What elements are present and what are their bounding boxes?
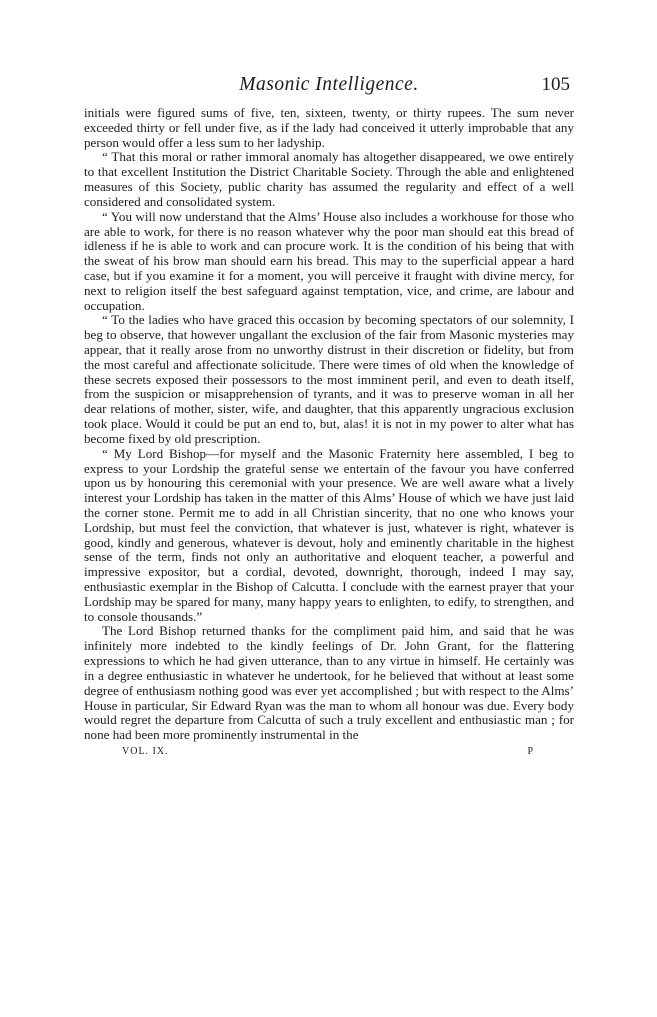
running-head [84, 72, 574, 102]
paragraph-1: initials were figured sums of five, ten, sixteen, twenty, or thirty rupees. The sum never exceeded thirty or fell under five, as if the lady had conceived it utterly improbable that any person would offer a less sum to her ladyship. [84, 105, 574, 150]
paragraph-5: “ My Lord Bishop—for myself and the Masonic Fraternity here assembled, I beg to express to your Lordship the grateful sense we entertain of the favour you have conferred upon us by honouring this ceremonial with your presence. We are well aware what a lively interest your Lordship has taken in the matter of this Alms’ House of which we have just laid the corner stone. Permit me to add in all Christian sincerity, that no one who knows your Lordship, but must feel the conviction, that whatever is just, whatever is right, whatever is good, kindly and generous, whatever is devout, holy and eminently charitable in the highest sense of the term, finds not only an authoritative and eloquent teacher, a powerful and impressive expositor, but a cordial, devoted, downright, thorough, indeed I may say, enthusiastic exemplar in the Bishop of Calcutta. I conclude with the earnest prayer that your Lordship may be spared for many, many happy years to enlighten, to edify, to strengthen, and to console thousands.” [84, 445, 574, 624]
body-text [84, 106, 574, 743]
volume-label: VOL. IX. [122, 745, 169, 757]
paragraph-3: “ You will now understand that the Alms’ House also includes a workhouse for those who are able to work, for there is no reason whatever why the poor man should eat this bread of idleness if he is able to work and can procure work. It is the condition of his being that with the sweat of his brow man should earn his bread. This may to the superficial appear a hard case, but if you examine it for a moment, you will perceive it fraught with divine mercy, for next to religion itself the best safeguard against temptation, vice, and crime, are labour and occupation. [84, 208, 574, 313]
paragraph-6: The Lord Bishop returned thanks for the compliment paid him, and said that he was infinitely more indebted to the kindly feelings of Dr. John Grant, for the flattering expressions to which he had given utterance, than to any virtue in himself. He certainly was in a degree enthusiastic in whatever he undertook, for he believed that without at least some degree of enthusiasm nothing good was ever yet accomplished ; but with respect to the Alms’ House in particular, Sir Edward Ryan was the man to whom all honour was due. Every body would regret the departure from Calcutta of such a truly excellent and enthusiastic man ; for none had been more prominently instrumental in the [84, 623, 574, 743]
paragraph-4: “ To the ladies who have graced this occasion by becoming spectators of our solemnity, I beg to observe, that however ungallant the exclusion of the fair from Masonic mysteries may appear, that it really arose from no unworthy distrust in their discretion or fidelity, but from the most careful and affectionate solicitude. There were times of old when the knowledge of these secrets exposed their possessors to the most imminent peril, and even to death itself, from the suspicion or misapprehension of tyrants, and it was to preserve woman in all her dear relations of mother, sister, wife, and daughter, that this apparently ungracious exclusion took place. Would it could be put an end to, but, alas! it is not in my power to alter what has become fixed by old prescription. [84, 312, 574, 446]
signature-mark: P [527, 745, 534, 757]
running-title: Masonic Intelligence. [239, 74, 419, 95]
page-footer [84, 746, 574, 760]
paragraph-2: “ That this moral or rather immoral anomaly has altogether disappeared, we owe entirely to that excellent Institution the District Charitable Society. Through the able and enlightened measures of this Society, public charity has assumed the regularity and effect of a well considered and consolidated system. [84, 149, 574, 209]
book-page [84, 72, 574, 760]
page-number: 105 [541, 74, 570, 95]
